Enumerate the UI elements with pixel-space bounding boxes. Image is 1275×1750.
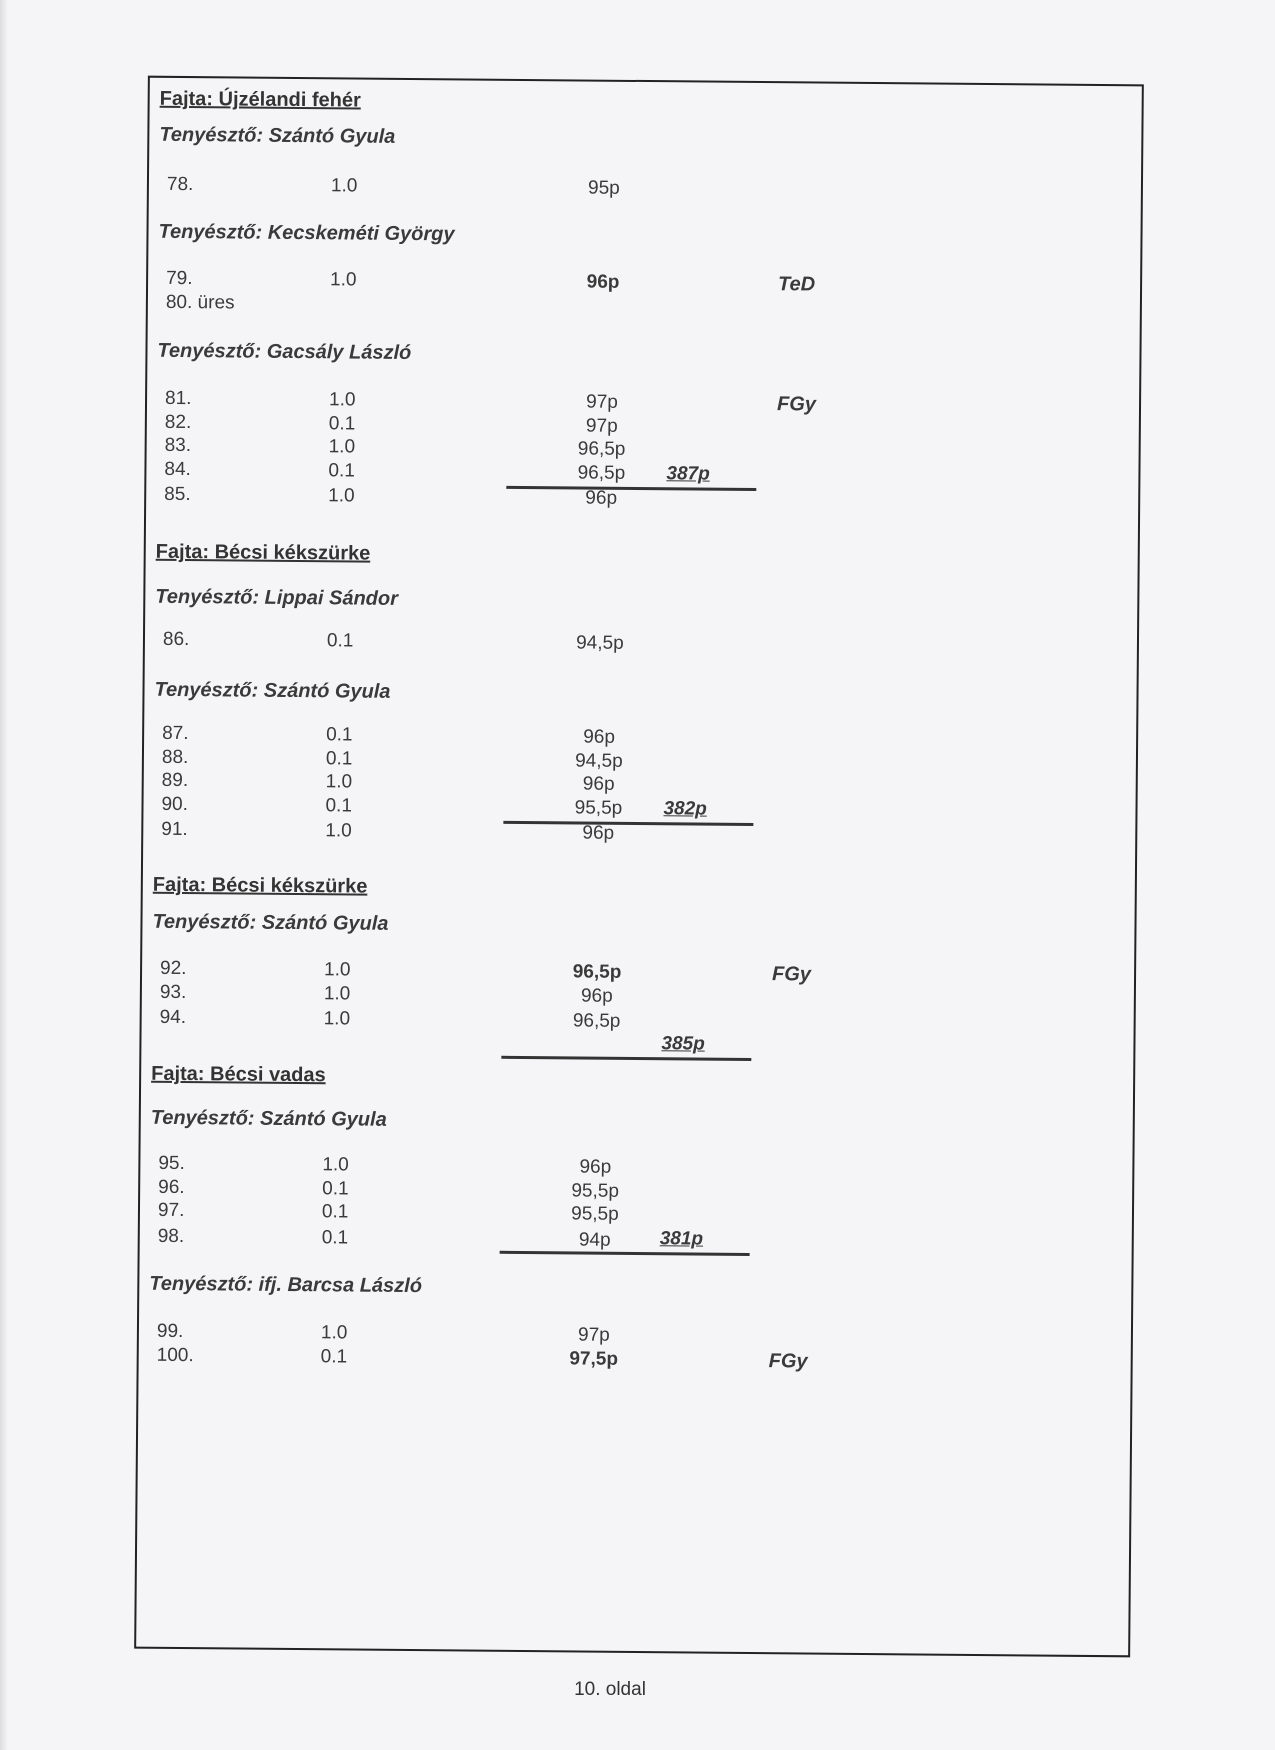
entry-points: 97p: [586, 391, 618, 413]
document-frame: [134, 76, 1144, 1658]
entry-points: 96,5p: [577, 438, 626, 460]
entry-sex: 1.0: [328, 485, 355, 507]
entry-points: 95,5p: [571, 1203, 619, 1225]
entry-sex: 1.0: [323, 982, 351, 1004]
entry-number: 81.: [164, 387, 192, 410]
entry-award: FGy: [771, 963, 812, 986]
entry-number: 99.: [156, 1320, 184, 1343]
entry-number: 93.: [159, 981, 187, 1003]
entry-number: 90.: [161, 793, 189, 815]
entry-points: 96p: [582, 822, 615, 844]
entry-sex: 0.1: [328, 459, 355, 482]
entry-award: FGy: [776, 393, 817, 416]
entry-points: 96p: [585, 487, 618, 509]
entry-sex: 1.0: [328, 436, 356, 458]
entry-sex: 0.1: [325, 747, 353, 769]
entry-sex: 1.0: [323, 959, 351, 981]
entry-sex: 0.1: [320, 1345, 348, 1367]
entry-points: [563, 295, 643, 296]
breed-heading: Fajta: Bécsi vadas: [151, 1062, 326, 1087]
entry-sex: 0.1: [326, 630, 354, 652]
entry-points: 96,5p: [577, 461, 626, 484]
breeder-heading: Tenyésztő: Szántó Gyula: [150, 1106, 387, 1131]
breeder-heading: Tenyésztő: Kecskeméti György: [158, 220, 455, 246]
entry-row: [145, 629, 1137, 662]
entry-sex: 1.0: [325, 820, 352, 842]
entry-number: 92.: [160, 957, 187, 980]
page-number: 10. oldal: [574, 1679, 646, 1700]
entry-points: 96p: [586, 271, 620, 293]
entry-sex: 1.0: [322, 1154, 349, 1176]
entry-sex: 1.0: [320, 1322, 348, 1344]
entry-sex: 0.1: [321, 1226, 349, 1248]
entry-number: 84.: [164, 458, 191, 480]
scan-edge-shadow: [0, 0, 8, 1750]
entry-points: 95,5p: [571, 1179, 620, 1202]
entry-number: 80. üres: [165, 291, 235, 313]
entry-number: 94.: [159, 1006, 187, 1029]
entry-number: 85.: [164, 483, 191, 506]
entry-sex: 0.1: [325, 794, 353, 816]
breeder-heading: Tenyésztő: Gacsály László: [157, 339, 412, 364]
entry-sex: 1.0: [325, 771, 353, 793]
breeder-heading: Tenyésztő: Szántó Gyula: [152, 910, 389, 935]
entry-sex: 1.0: [330, 175, 358, 197]
breeder-heading: Tenyésztő: ifj. Barcsa László: [149, 1272, 423, 1298]
entry-number: 78.: [166, 173, 194, 196]
entry-points: 96p: [579, 1156, 612, 1178]
entry-sex: 1.0: [330, 269, 357, 291]
entry-points: 94,5p: [576, 632, 624, 654]
breeder-heading: Tenyésztő: Lippai Sándor: [155, 585, 399, 610]
entry-number: 82.: [164, 411, 192, 433]
entry-points: 95,5p: [574, 796, 623, 819]
entry-number: 100.: [156, 1344, 194, 1366]
document-content: [136, 78, 1142, 1656]
breed-heading: Fajta: Újzélandi fehér: [159, 87, 361, 112]
entry-points: 96p: [583, 726, 616, 748]
entry-sex: 1.0: [328, 389, 356, 411]
entry-points: 96p: [580, 984, 613, 1007]
entry-number: 79.: [166, 267, 193, 290]
group-total: 381p: [659, 1227, 704, 1250]
entry-points: 96,5p: [572, 961, 622, 983]
entry-number: 87.: [162, 722, 189, 745]
breeder-heading: Tenyésztő: Szántó Gyula: [154, 678, 391, 703]
group-total: 387p: [666, 462, 710, 485]
entry-row: [149, 174, 1141, 207]
group-total: 385p: [661, 1032, 705, 1055]
entry-number: 97.: [157, 1199, 185, 1222]
entry-points: 94,5p: [575, 749, 623, 772]
entry-points: 97p: [577, 1324, 610, 1346]
entry-number: 86.: [162, 628, 190, 651]
entry-points: 97,5p: [569, 1347, 619, 1370]
entry-sex: 0.1: [326, 724, 353, 746]
group-total: 382p: [663, 797, 707, 820]
entry-number: 96.: [158, 1176, 185, 1198]
breed-heading: Fajta: Bécsi kékszürke: [155, 540, 371, 565]
entry-award: FGy: [768, 1349, 808, 1372]
entry-points: 96,5p: [572, 1010, 621, 1032]
entry-sex: 0.1: [328, 412, 356, 435]
entry-number: 91.: [161, 818, 188, 841]
entry-number: 89.: [161, 769, 189, 792]
entry-award: TeD: [777, 273, 816, 296]
breed-heading: Fajta: Bécsi kékszürke: [152, 873, 368, 898]
entry-sex: 1.0: [323, 1008, 351, 1030]
entry-number: 95.: [158, 1152, 185, 1175]
entry-number: 98.: [157, 1225, 185, 1247]
entry-points: 95p: [587, 177, 620, 199]
entry-points: 97p: [585, 415, 618, 437]
entry-number: 88.: [161, 746, 189, 768]
entry-points: 96p: [582, 773, 615, 795]
entry-sex: 0.1: [321, 1201, 349, 1223]
entry-number: 83.: [164, 434, 192, 457]
breeder-heading: Tenyésztő: Szántó Gyula: [159, 123, 396, 148]
entry-points: 94p: [578, 1228, 611, 1251]
entry-sex: 0.1: [322, 1177, 349, 1199]
